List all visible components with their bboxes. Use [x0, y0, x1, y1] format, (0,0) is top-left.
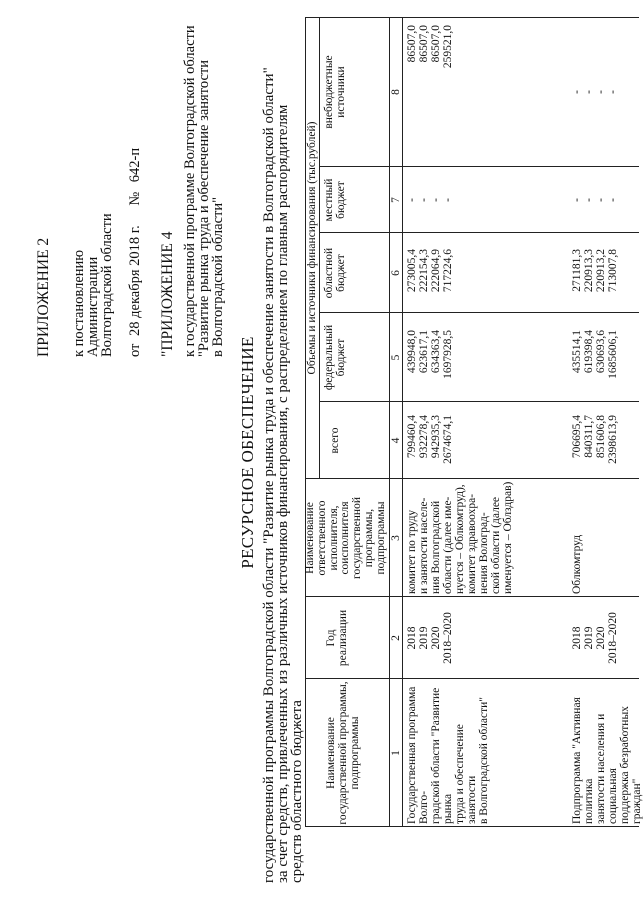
header-col-7-l1: местный — [323, 178, 335, 222]
appendix-line-1: к постановлению — [71, 249, 87, 357]
row-1-total-3: 942935,3 — [430, 415, 442, 459]
col-number-2: 2 — [390, 635, 402, 641]
header-col-6-l2: бюджет — [335, 254, 347, 292]
row-1-year-3: 2020 — [430, 626, 442, 650]
row-2-extra-3: - — [595, 90, 607, 94]
appendix-4-line-1: к государственной программе Волгоградской области — [182, 25, 198, 357]
date-prefix: от — [127, 343, 143, 357]
subtitle-line-3: средств областного бюджета — [289, 700, 305, 883]
col-line-5 — [320, 312, 639, 313]
header-col-2-l2: реализации — [337, 609, 349, 667]
row-1-exec-l1: комитет по труду — [406, 509, 418, 594]
row-2-total-4: 2398613,9 — [607, 415, 619, 464]
header-col-1-l3: подпрограммы — [349, 716, 361, 790]
appendix-line-3: Волгоградской области — [99, 213, 115, 357]
appendix-line-2: Администрации — [85, 256, 101, 357]
row-1-local-4: - — [442, 198, 454, 202]
date-value: 28 декабря 2018 г. — [127, 225, 143, 336]
row-1-regional-4: 717224,6 — [442, 249, 454, 293]
row-1-name-l3: труда и обеспечение занятости — [454, 724, 478, 824]
header-col-6 — [323, 235, 347, 311]
subtitle-line-1: государственной программы Волгоградской области "Развитие рынка труда и обеспечение занятости в Волгоградской области" — [261, 67, 277, 883]
header-col-8 — [323, 19, 347, 165]
subtitle-line-2: за счет средств, привлеченных из различных источников финансирования, с распределением по главным распорядителям — [275, 104, 291, 883]
page-title: РЕСУРСНОЕ ОБЕСПЕЧЕНИЕ — [238, 336, 257, 569]
row-1-local-3: - — [430, 198, 442, 202]
row-2-federal-1: 435514,1 — [571, 330, 583, 374]
row-2-regional — [571, 249, 619, 311]
row-1-years — [406, 599, 454, 677]
row-1-total-4: 2674674,1 — [442, 415, 454, 464]
appendix-4-line-2: "Развитие рынка труда и обеспечение занятости — [196, 60, 212, 357]
header-col-2-l1: Год — [325, 629, 337, 647]
row-1-year-2: 2019 — [418, 626, 430, 650]
row-2-total-1: 706695,4 — [571, 415, 583, 459]
resource-table — [304, 17, 643, 827]
row-1-name — [406, 680, 490, 824]
row-1-total-1: 799460,4 — [406, 415, 418, 459]
number-prefix: № — [127, 191, 143, 206]
appendix-label: ПРИЛОЖЕНИЕ 2 — [35, 237, 52, 357]
row-2-federal-2: 619398,4 — [583, 330, 595, 374]
row-1-exec-l7: нения Волоград- — [478, 512, 490, 594]
row-2-year-4: 2018–2020 — [607, 612, 619, 664]
header-col-5 — [323, 315, 347, 400]
row-2-federal-4: 1685606,1 — [607, 330, 619, 379]
appendix-date — [128, 148, 143, 357]
row-2-name — [571, 680, 643, 824]
row-2-name-l1: Подпрограмма "Активная политика — [571, 697, 595, 824]
col-number-6: 6 — [390, 270, 402, 276]
row-1-total — [406, 415, 454, 477]
row-2-year-2: 2019 — [583, 626, 595, 650]
row-2-extra — [571, 19, 619, 165]
row-1-local — [406, 169, 454, 231]
row-2-federal-3: 630693,6 — [595, 330, 607, 374]
header-col-3-l2: ответственного — [315, 500, 328, 576]
col-line-0 — [305, 826, 639, 827]
header-col-5-l2: бюджет — [335, 338, 347, 377]
col-line-7 — [320, 166, 639, 167]
row-1-federal-4: 1697928,5 — [442, 330, 454, 379]
row-1-year-4: 2018–2020 — [442, 612, 454, 664]
row-2-executor — [571, 480, 583, 594]
row-1-federal-1: 439948,0 — [406, 330, 418, 374]
row-1-regional — [406, 249, 454, 311]
header-col-3-l1: Наименование — [304, 502, 316, 574]
row-1-federal-2: 623617,1 — [418, 330, 430, 374]
row-2-regional-3: 220913,2 — [595, 249, 607, 293]
col-line-2 — [305, 596, 639, 597]
header-col-1-l1: Наименование — [325, 717, 337, 789]
col-line-1 — [305, 678, 639, 679]
col-number-8: 8 — [390, 89, 402, 95]
row-1-exec-l5: нуется – Облкомтруд), — [454, 484, 466, 594]
row-2-local-4: - — [607, 198, 619, 202]
row-2-local — [571, 169, 619, 231]
row-1-exec-l6: комитет здравоохра- — [466, 493, 478, 594]
row-1-local-2: - — [418, 198, 430, 202]
row-1-extra — [406, 25, 454, 165]
row-1-extra-3: 86507,0 — [430, 25, 442, 63]
row-1-name-l1: Государственная программа Волго- — [406, 686, 430, 824]
row-1-extra-2: 86507,0 — [418, 25, 430, 63]
header-col-3-l7: подпрограммы — [374, 501, 387, 575]
header-col-7-l2: бюджет — [335, 181, 347, 219]
row-1-exec-l2: и занятости населе- — [418, 497, 430, 594]
col-number-5: 5 — [390, 354, 402, 361]
row-2-local-2: - — [583, 198, 595, 202]
row-1-name-l4: в Волгоградской области" — [478, 697, 490, 824]
header-col-1 — [325, 681, 361, 825]
header-col-1-l2: государственной программы, — [337, 681, 349, 825]
row-1-total-2: 932278,4 — [418, 415, 430, 459]
col-line-8 — [305, 17, 639, 18]
header-funding-group: Объемы и источники финансирования (тыс.рублей) — [306, 121, 318, 375]
row-2-total-3: 851606,8 — [595, 415, 607, 459]
row-2-local-1: - — [571, 198, 583, 202]
row-2-extra-4: - — [607, 90, 619, 94]
row-1-local-1: - — [406, 198, 418, 202]
row-2-federal — [571, 330, 619, 400]
col-number-7: 7 — [390, 197, 402, 203]
col-line-6 — [320, 232, 639, 233]
row-2-extra-1: - — [571, 90, 583, 94]
row-1-exec-l9: именуется – Облздрав) — [502, 481, 514, 594]
row-1-federal-3: 634363,4 — [430, 330, 442, 374]
group-header-line — [319, 17, 320, 479]
row-2-exec-l1: Облкомтруд — [571, 534, 583, 594]
row-1-regional-3: 222064,9 — [430, 249, 442, 293]
col-number-3: 3 — [390, 535, 402, 541]
row-1-federal — [406, 330, 454, 400]
appendix-4-line-3: в Волгоградской области" — [210, 196, 226, 357]
header-col-3-l6: программы, — [362, 508, 375, 568]
row-1-exec-l3: ния Волгоградской — [430, 500, 442, 594]
header-col-6-l1: областной — [323, 247, 335, 299]
header-col-3-l3: исполнителя, — [327, 505, 340, 571]
row-2-total-2: 840311,7 — [583, 415, 595, 458]
row-1-regional-1: 273005,4 — [406, 249, 418, 293]
header-col-8-l1: внебюджетные — [323, 55, 335, 129]
row-2-year-3: 2020 — [595, 626, 607, 650]
row-1-executor — [406, 480, 514, 594]
row-2-regional-4: 713007,8 — [607, 249, 619, 293]
header-col-2 — [325, 599, 349, 677]
row-2-regional-1: 271181,3 — [571, 249, 583, 292]
numbering-bottom-line — [402, 17, 403, 827]
row-1-year-1: 2018 — [406, 626, 418, 650]
col-number-4: 4 — [390, 437, 402, 444]
header-col-3-l4: соисполнителя — [339, 501, 352, 575]
row-1-regional-2: 222154,3 — [418, 249, 430, 293]
header-col-3-l5: государственной — [351, 497, 364, 579]
col-line-3 — [305, 478, 639, 479]
header-col-7 — [323, 169, 347, 231]
row-1-exec-l4: области (далее име- — [442, 496, 454, 594]
col-number-1: 1 — [390, 750, 402, 756]
header-col-5-l1: федеральный — [323, 324, 335, 391]
row-1-extra-1: 86507,0 — [406, 25, 418, 63]
header-col-3 — [305, 481, 388, 595]
row-1-extra-4: 259521,0 — [442, 25, 454, 69]
row-1-exec-l8: ской области (далее — [490, 496, 502, 594]
number-value: 642-п — [127, 147, 143, 183]
row-2-year-1: 2018 — [571, 626, 583, 650]
appendix-4-label: "ПРИЛОЖЕНИЕ 4 — [159, 231, 176, 357]
row-2-regional-2: 220913,3 — [583, 249, 595, 293]
row-2-name-l2: занятости населения и социальная — [595, 713, 619, 824]
header-col-4: всего — [329, 427, 341, 454]
row-1-name-l2: градской области "Развитие рынка — [430, 687, 454, 824]
row-2-years — [571, 599, 619, 677]
header-col-8-l2: источники — [335, 66, 347, 118]
row-2-total — [571, 415, 619, 477]
row-2-name-l3: поддержка безработных граждан" — [619, 706, 643, 824]
row-2-local-3: - — [595, 198, 607, 202]
col-line-4 — [320, 401, 639, 402]
row-2-extra-2: - — [583, 90, 595, 94]
